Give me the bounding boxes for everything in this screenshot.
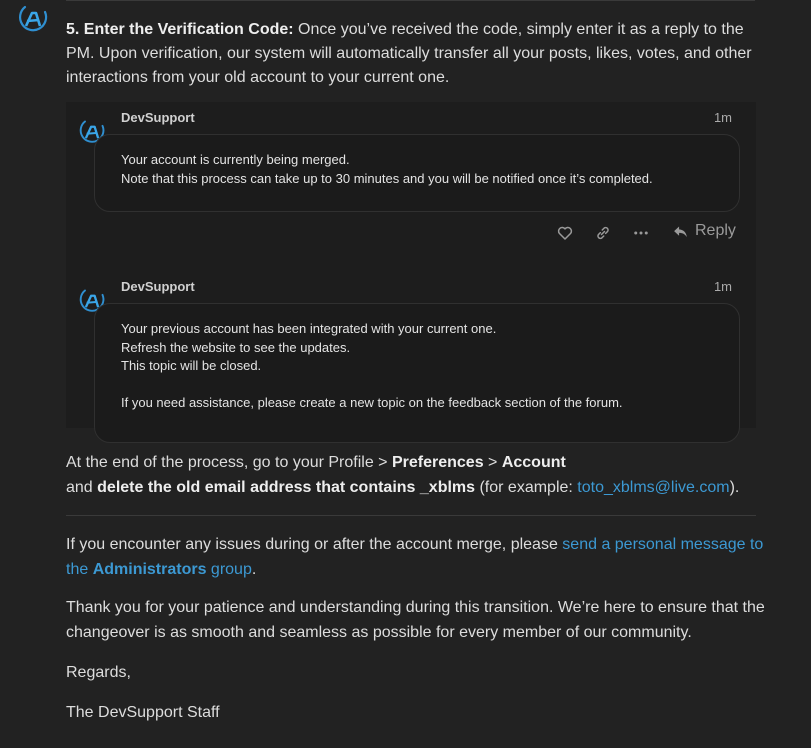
text-span: ). (729, 478, 740, 496)
top-divider (66, 0, 755, 1)
account-label: Account (501, 454, 566, 471)
reply-label: Reply (695, 222, 736, 239)
step-heading: 5. Enter the Verification Code: (66, 21, 294, 38)
message-line: Your previous account has been integrated with your current one. (121, 321, 497, 336)
post-time[interactable]: 1m (713, 279, 732, 294)
heart-icon[interactable] (556, 224, 574, 242)
more-icon[interactable] (632, 224, 650, 242)
message-line: This topic will be closed. (121, 358, 262, 373)
text-span: At the end of the process, go to your Profile > (66, 454, 392, 471)
link-text: group (206, 560, 252, 578)
end-process-paragraph (66, 451, 766, 500)
post-author[interactable]: DevSupport (121, 110, 195, 125)
thanks-paragraph: Thank you for your patience and understanding during this transition. We’re here to ensure that the changeover is as smooth and seamless as possible for every member of our community. (66, 599, 765, 641)
message-bubble (94, 134, 740, 212)
message-bubble (94, 303, 740, 443)
message-line: Refresh the website to see the updates. (121, 339, 351, 355)
reply-arrow-icon (672, 223, 689, 240)
message-line: Note that this process can take up to 30 minutes and you will be notified once it’s completed. (121, 170, 653, 186)
post-author[interactable]: DevSupport (121, 279, 195, 294)
author-avatar[interactable] (17, 3, 49, 35)
post-time[interactable]: 1m (713, 110, 732, 125)
message-line: Your account is currently being merged. (121, 152, 350, 167)
embedded-posts (66, 102, 756, 428)
step-paragraph (66, 18, 766, 90)
post-actions (554, 221, 744, 245)
message-line (121, 376, 713, 395)
regards-text: Regards, (66, 664, 131, 681)
text-span: > (483, 454, 502, 471)
text-span: and (66, 478, 98, 496)
administrators-link-text: Administrators (92, 560, 207, 578)
example-email-link[interactable]: toto_xblms@live.com (577, 478, 730, 496)
section-divider (66, 515, 756, 516)
signature-text: The DevSupport Staff (66, 704, 220, 721)
message-line: If you need assistance, please create a new topic on the feedback section of the forum. (121, 395, 623, 410)
issues-paragraph (66, 533, 766, 582)
step-text: Once you’ve received the code, simply enter it as a reply to the PM. Upon verification, our system will automatically transfer all your posts, likes, votes, and other interactions from your old account to your current one. (66, 21, 752, 86)
text-span: . (251, 560, 257, 578)
text-span: (for example: (475, 478, 578, 496)
preferences-label: Preferences (391, 454, 484, 471)
reply-button[interactable] (672, 222, 736, 240)
delete-instruction: delete the old email address that contains _xblms (97, 478, 476, 496)
link-icon[interactable] (594, 224, 612, 242)
link-text: send a personal message to the (66, 536, 764, 578)
text-span: If you encounter any issues during or after the account merge, please (66, 536, 563, 553)
